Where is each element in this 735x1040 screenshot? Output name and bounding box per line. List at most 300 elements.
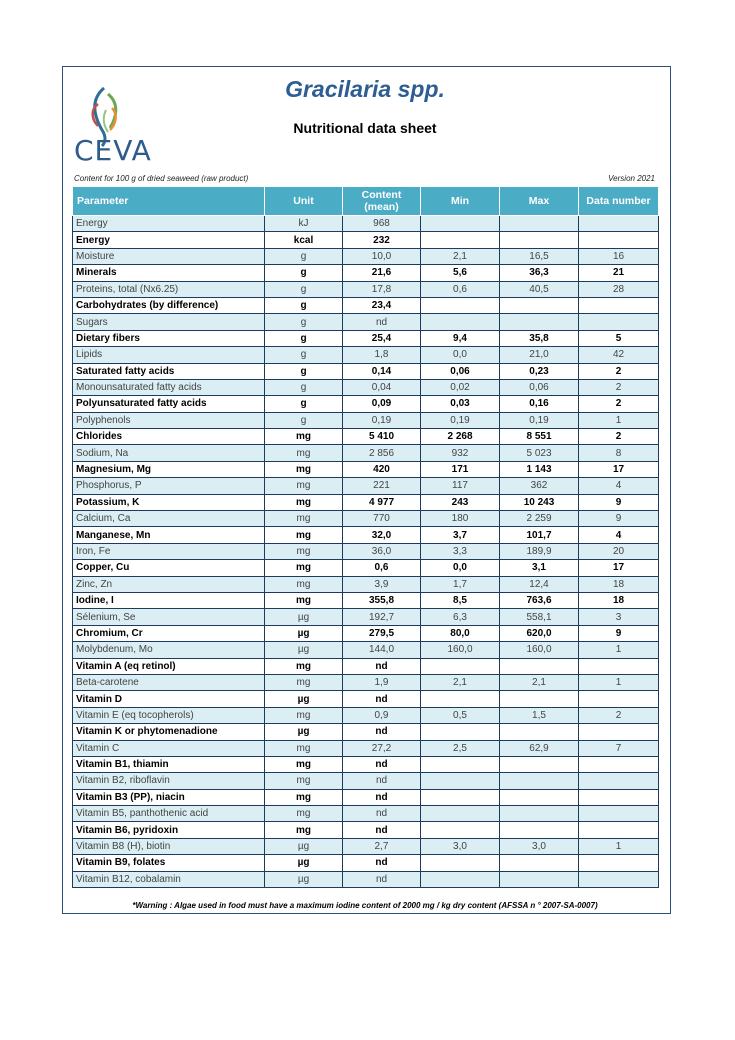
table-row (73, 806, 659, 822)
table-row (73, 511, 659, 527)
cell-parameter: Polyphenols (73, 412, 265, 428)
cell-max: 362 (500, 478, 579, 494)
cell-content-mean: nd (343, 314, 421, 330)
table-row (73, 674, 659, 690)
cell-data-number (579, 724, 659, 740)
cell-parameter: Vitamin B6, pyridoxin (73, 822, 265, 838)
cell-data-number: 1 (579, 838, 659, 854)
cell-content-mean: 0,09 (343, 396, 421, 412)
header-data-number: Data number (579, 187, 659, 216)
cell-parameter: Proteins, total (Nx6.25) (73, 281, 265, 297)
cell-data-number: 8 (579, 445, 659, 461)
table-row (73, 724, 659, 740)
cell-unit: mg (265, 461, 343, 477)
cell-max (500, 871, 579, 887)
table-row (73, 445, 659, 461)
cell-unit: µg (265, 625, 343, 641)
cell-max (500, 806, 579, 822)
cell-data-number: 2 (579, 379, 659, 395)
cell-content-mean: 27,2 (343, 740, 421, 756)
table-row (73, 642, 659, 658)
cell-max: 62,9 (500, 740, 579, 756)
cell-unit: mg (265, 674, 343, 690)
cell-parameter: Vitamin B12, cobalamin (73, 871, 265, 887)
table-row (73, 232, 659, 248)
cell-max: 2,1 (500, 674, 579, 690)
cell-content-mean: 770 (343, 511, 421, 527)
cell-data-number (579, 314, 659, 330)
cell-max (500, 297, 579, 313)
cell-max: 0,06 (500, 379, 579, 395)
cell-data-number: 42 (579, 347, 659, 363)
cell-unit: µg (265, 609, 343, 625)
cell-content-mean: 192,7 (343, 609, 421, 625)
cell-data-number: 4 (579, 478, 659, 494)
iodine-warning: *Warning : Algae used in food must have a maximum iodine content of 2000 mg / kg dry content (AFSSA n ° 2007-SA-0007) (132, 901, 598, 910)
cell-parameter: Lipids (73, 347, 265, 363)
cell-unit: mg (265, 478, 343, 494)
cell-content-mean: nd (343, 658, 421, 674)
cell-parameter: Minerals (73, 265, 265, 281)
cell-parameter: Copper, Cu (73, 560, 265, 576)
cell-data-number: 1 (579, 412, 659, 428)
cell-max: 3,1 (500, 560, 579, 576)
cell-data-number (579, 232, 659, 248)
cell-min: 8,5 (421, 592, 500, 608)
cell-unit: mg (265, 445, 343, 461)
cell-min: 3,0 (421, 838, 500, 854)
table-row (73, 691, 659, 707)
cell-unit: g (265, 379, 343, 395)
cell-parameter: Sodium, Na (73, 445, 265, 461)
cell-max: 35,8 (500, 330, 579, 346)
cell-max (500, 773, 579, 789)
cell-max (500, 855, 579, 871)
cell-parameter: Vitamin B1, thiamin (73, 756, 265, 772)
cell-content-mean: 221 (343, 478, 421, 494)
cell-min (421, 855, 500, 871)
cell-data-number (579, 822, 659, 838)
cell-content-mean: nd (343, 871, 421, 887)
table-row (73, 592, 659, 608)
table-row (73, 412, 659, 428)
table-row (73, 625, 659, 641)
cell-content-mean: 36,0 (343, 543, 421, 559)
nutrition-table (72, 186, 659, 888)
cell-unit: mg (265, 576, 343, 592)
cell-content-mean: 1,8 (343, 347, 421, 363)
cell-content-mean: nd (343, 691, 421, 707)
cell-min (421, 756, 500, 772)
table-row (73, 478, 659, 494)
cell-unit: g (265, 396, 343, 412)
cell-max: 620,0 (500, 625, 579, 641)
cell-unit: kcal (265, 232, 343, 248)
cell-parameter: Phosphorus, P (73, 478, 265, 494)
cell-content-mean: 25,4 (343, 330, 421, 346)
table-row (73, 740, 659, 756)
cell-max: 36,3 (500, 265, 579, 281)
cell-unit: kJ (265, 216, 343, 232)
cell-min (421, 773, 500, 789)
cell-min: 180 (421, 511, 500, 527)
cell-parameter: Energy (73, 216, 265, 232)
cell-parameter: Vitamin D (73, 691, 265, 707)
cell-unit: mg (265, 806, 343, 822)
cell-data-number: 21 (579, 265, 659, 281)
cell-min: 5,6 (421, 265, 500, 281)
cell-min (421, 822, 500, 838)
logo-text: CEVA (74, 134, 152, 167)
table-row (73, 543, 659, 559)
cell-content-mean: 3,9 (343, 576, 421, 592)
cell-max (500, 789, 579, 805)
cell-min: 2,1 (421, 674, 500, 690)
cell-data-number: 1 (579, 642, 659, 658)
cell-max: 0,19 (500, 412, 579, 428)
cell-parameter: Sélenium, Se (73, 609, 265, 625)
cell-content-mean: 1,9 (343, 674, 421, 690)
cell-max (500, 314, 579, 330)
cell-unit: g (265, 363, 343, 379)
table-row (73, 855, 659, 871)
cell-min: 80,0 (421, 625, 500, 641)
cell-min: 2,1 (421, 248, 500, 264)
header-content-mean: Content (mean) (343, 187, 421, 216)
cell-content-mean: 32,0 (343, 527, 421, 543)
table-row (73, 265, 659, 281)
cell-max: 40,5 (500, 281, 579, 297)
table-row (73, 429, 659, 445)
cell-parameter: Zinc, Zn (73, 576, 265, 592)
cell-data-number (579, 216, 659, 232)
cell-content-mean: 232 (343, 232, 421, 248)
cell-parameter: Vitamin B9, folates (73, 855, 265, 871)
cell-unit: mg (265, 511, 343, 527)
cell-parameter: Iodine, I (73, 592, 265, 608)
cell-unit: mg (265, 543, 343, 559)
cell-max: 763,6 (500, 592, 579, 608)
cell-max: 12,4 (500, 576, 579, 592)
cell-min: 0,0 (421, 347, 500, 363)
cell-parameter: Vitamin K or phytomenadione (73, 724, 265, 740)
cell-min: 932 (421, 445, 500, 461)
cell-content-mean: 968 (343, 216, 421, 232)
cell-unit: µg (265, 691, 343, 707)
cell-content-mean: nd (343, 756, 421, 772)
cell-max (500, 822, 579, 838)
cell-min (421, 871, 500, 887)
cell-max (500, 216, 579, 232)
cell-data-number: 18 (579, 576, 659, 592)
table-row (73, 396, 659, 412)
cell-max: 101,7 (500, 527, 579, 543)
cell-min (421, 724, 500, 740)
cell-unit: mg (265, 789, 343, 805)
table-row (73, 216, 659, 232)
cell-parameter: Monounsaturated fatty acids (73, 379, 265, 395)
cell-max: 10 243 (500, 494, 579, 510)
cell-data-number (579, 773, 659, 789)
cell-content-mean: 2,7 (343, 838, 421, 854)
cell-parameter: Moisture (73, 248, 265, 264)
cell-data-number: 9 (579, 511, 659, 527)
table-row (73, 281, 659, 297)
cell-content-mean: 355,8 (343, 592, 421, 608)
cell-parameter: Vitamin A (eq retinol) (73, 658, 265, 674)
cell-unit: g (265, 297, 343, 313)
cell-min: 2 268 (421, 429, 500, 445)
cell-parameter: Vitamin B3 (PP), niacin (73, 789, 265, 805)
cell-content-mean: nd (343, 822, 421, 838)
cell-content-mean: 144,0 (343, 642, 421, 658)
cell-parameter: Polyunsaturated fatty acids (73, 396, 265, 412)
page-title: Gracilaria spp. (285, 76, 445, 102)
table-row (73, 527, 659, 543)
cell-data-number: 2 (579, 707, 659, 723)
cell-content-mean: 5 410 (343, 429, 421, 445)
cell-max: 1,5 (500, 707, 579, 723)
cell-max: 5 023 (500, 445, 579, 461)
table-row (73, 576, 659, 592)
cell-max: 1 143 (500, 461, 579, 477)
cell-data-number: 2 (579, 396, 659, 412)
cell-parameter: Iron, Fe (73, 543, 265, 559)
cell-content-mean: 2 856 (343, 445, 421, 461)
cell-content-mean: 21,6 (343, 265, 421, 281)
table-row (73, 707, 659, 723)
version-label: Version 2021 (608, 174, 655, 183)
cell-content-mean: 420 (343, 461, 421, 477)
cell-data-number (579, 691, 659, 707)
cell-content-mean: 0,14 (343, 363, 421, 379)
cell-data-number: 2 (579, 363, 659, 379)
table-row (73, 789, 659, 805)
cell-data-number: 7 (579, 740, 659, 756)
cell-data-number (579, 855, 659, 871)
table-row (73, 494, 659, 510)
cell-min: 0,02 (421, 379, 500, 395)
cell-min: 0,6 (421, 281, 500, 297)
cell-min: 2,5 (421, 740, 500, 756)
cell-content-mean: 0,6 (343, 560, 421, 576)
cell-parameter: Calcium, Ca (73, 511, 265, 527)
cell-unit: mg (265, 592, 343, 608)
cell-parameter: Carbohydrates (by difference) (73, 297, 265, 313)
table-row (73, 379, 659, 395)
cell-min: 0,06 (421, 363, 500, 379)
table-row (73, 330, 659, 346)
cell-min: 1,7 (421, 576, 500, 592)
cell-parameter: Vitamin C (73, 740, 265, 756)
cell-parameter: Vitamin B5, panthothenic acid (73, 806, 265, 822)
cell-min (421, 297, 500, 313)
cell-parameter: Chromium, Cr (73, 625, 265, 641)
cell-min: 243 (421, 494, 500, 510)
cell-min (421, 789, 500, 805)
cell-parameter: Potassium, K (73, 494, 265, 510)
cell-data-number (579, 658, 659, 674)
table-body (73, 216, 659, 888)
cell-data-number (579, 806, 659, 822)
cell-min: 0,0 (421, 560, 500, 576)
cell-parameter: Saturated fatty acids (73, 363, 265, 379)
cell-content-mean: 17,8 (343, 281, 421, 297)
cell-max (500, 756, 579, 772)
cell-unit: g (265, 281, 343, 297)
cell-parameter: Molybdenum, Mo (73, 642, 265, 658)
cell-unit: mg (265, 494, 343, 510)
cell-unit: mg (265, 560, 343, 576)
cell-min: 0,5 (421, 707, 500, 723)
cell-unit: mg (265, 756, 343, 772)
cell-max: 0,23 (500, 363, 579, 379)
cell-unit: mg (265, 822, 343, 838)
cell-data-number (579, 756, 659, 772)
cell-data-number: 20 (579, 543, 659, 559)
header-max: Max (500, 187, 579, 216)
table-row (73, 314, 659, 330)
cell-content-mean: 23,4 (343, 297, 421, 313)
cell-content-mean: 0,19 (343, 412, 421, 428)
page-subtitle: Nutritional data sheet (293, 120, 437, 136)
cell-max: 160,0 (500, 642, 579, 658)
cell-max: 3,0 (500, 838, 579, 854)
header-parameter: Parameter (73, 187, 265, 216)
table-row (73, 560, 659, 576)
cell-data-number: 3 (579, 609, 659, 625)
cell-content-mean: 0,04 (343, 379, 421, 395)
cell-data-number: 28 (579, 281, 659, 297)
cell-parameter: Magnesium, Mg (73, 461, 265, 477)
cell-min: 0,19 (421, 412, 500, 428)
cell-content-mean: nd (343, 855, 421, 871)
cell-parameter: Manganese, Mn (73, 527, 265, 543)
cell-parameter: Vitamin B2, riboflavin (73, 773, 265, 789)
table-row (73, 658, 659, 674)
cell-min: 3,3 (421, 543, 500, 559)
cell-min (421, 216, 500, 232)
cell-data-number: 18 (579, 592, 659, 608)
cell-max: 0,16 (500, 396, 579, 412)
cell-data-number: 9 (579, 494, 659, 510)
cell-data-number (579, 789, 659, 805)
cell-max: 21,0 (500, 347, 579, 363)
table-row (73, 609, 659, 625)
cell-content-mean: nd (343, 724, 421, 740)
table-row (73, 363, 659, 379)
cell-data-number: 16 (579, 248, 659, 264)
cell-content-mean: 4 977 (343, 494, 421, 510)
cell-max (500, 658, 579, 674)
cell-content-mean: nd (343, 806, 421, 822)
cell-min: 160,0 (421, 642, 500, 658)
cell-unit: g (265, 330, 343, 346)
cell-unit: mg (265, 658, 343, 674)
cell-max (500, 691, 579, 707)
cell-parameter: Vitamin E (eq tocopherols) (73, 707, 265, 723)
table-row (73, 871, 659, 887)
cell-unit: µg (265, 642, 343, 658)
cell-max: 8 551 (500, 429, 579, 445)
table-row (73, 461, 659, 477)
cell-data-number: 17 (579, 461, 659, 477)
cell-content-mean: nd (343, 773, 421, 789)
cell-data-number: 17 (579, 560, 659, 576)
cell-unit: mg (265, 527, 343, 543)
cell-max (500, 232, 579, 248)
cell-min: 3,7 (421, 527, 500, 543)
cell-unit: g (265, 412, 343, 428)
table-row (73, 773, 659, 789)
cell-min (421, 314, 500, 330)
cell-data-number: 1 (579, 674, 659, 690)
cell-parameter: Beta-carotene (73, 674, 265, 690)
cell-max: 2 259 (500, 511, 579, 527)
cell-content-mean: 0,9 (343, 707, 421, 723)
cell-min: 6,3 (421, 609, 500, 625)
cell-min: 9,4 (421, 330, 500, 346)
cell-unit: µg (265, 724, 343, 740)
table-row (73, 822, 659, 838)
cell-data-number: 9 (579, 625, 659, 641)
cell-min (421, 806, 500, 822)
cell-content-mean: 10,0 (343, 248, 421, 264)
table-row (73, 756, 659, 772)
cell-unit: mg (265, 773, 343, 789)
content-note: Content for 100 g of dried seaweed (raw product) (74, 174, 249, 183)
cell-data-number: 5 (579, 330, 659, 346)
header-unit: Unit (265, 187, 343, 216)
cell-data-number (579, 297, 659, 313)
cell-unit: g (265, 265, 343, 281)
cell-unit: µg (265, 855, 343, 871)
cell-parameter: Energy (73, 232, 265, 248)
cell-unit: g (265, 347, 343, 363)
cell-content-mean: nd (343, 789, 421, 805)
cell-min: 0,03 (421, 396, 500, 412)
cell-min: 117 (421, 478, 500, 494)
cell-parameter: Sugars (73, 314, 265, 330)
table-row (73, 838, 659, 854)
cell-max (500, 724, 579, 740)
cell-parameter: Chlorides (73, 429, 265, 445)
cell-data-number: 4 (579, 527, 659, 543)
cell-unit: mg (265, 429, 343, 445)
cell-parameter: Dietary fibers (73, 330, 265, 346)
cell-max: 16,5 (500, 248, 579, 264)
table-row (73, 297, 659, 313)
cell-min (421, 232, 500, 248)
cell-unit: g (265, 248, 343, 264)
cell-min: 171 (421, 461, 500, 477)
cell-unit: mg (265, 707, 343, 723)
cell-max: 189,9 (500, 543, 579, 559)
header-min: Min (421, 187, 500, 216)
cell-parameter: Vitamin B8 (H), biotin (73, 838, 265, 854)
cell-unit: mg (265, 740, 343, 756)
cell-content-mean: 279,5 (343, 625, 421, 641)
cell-data-number: 2 (579, 429, 659, 445)
cell-data-number (579, 871, 659, 887)
cell-unit: g (265, 314, 343, 330)
table-row (73, 347, 659, 363)
table-row (73, 248, 659, 264)
table-header-row (73, 187, 659, 216)
cell-unit: µg (265, 838, 343, 854)
cell-max: 558,1 (500, 609, 579, 625)
cell-min (421, 658, 500, 674)
